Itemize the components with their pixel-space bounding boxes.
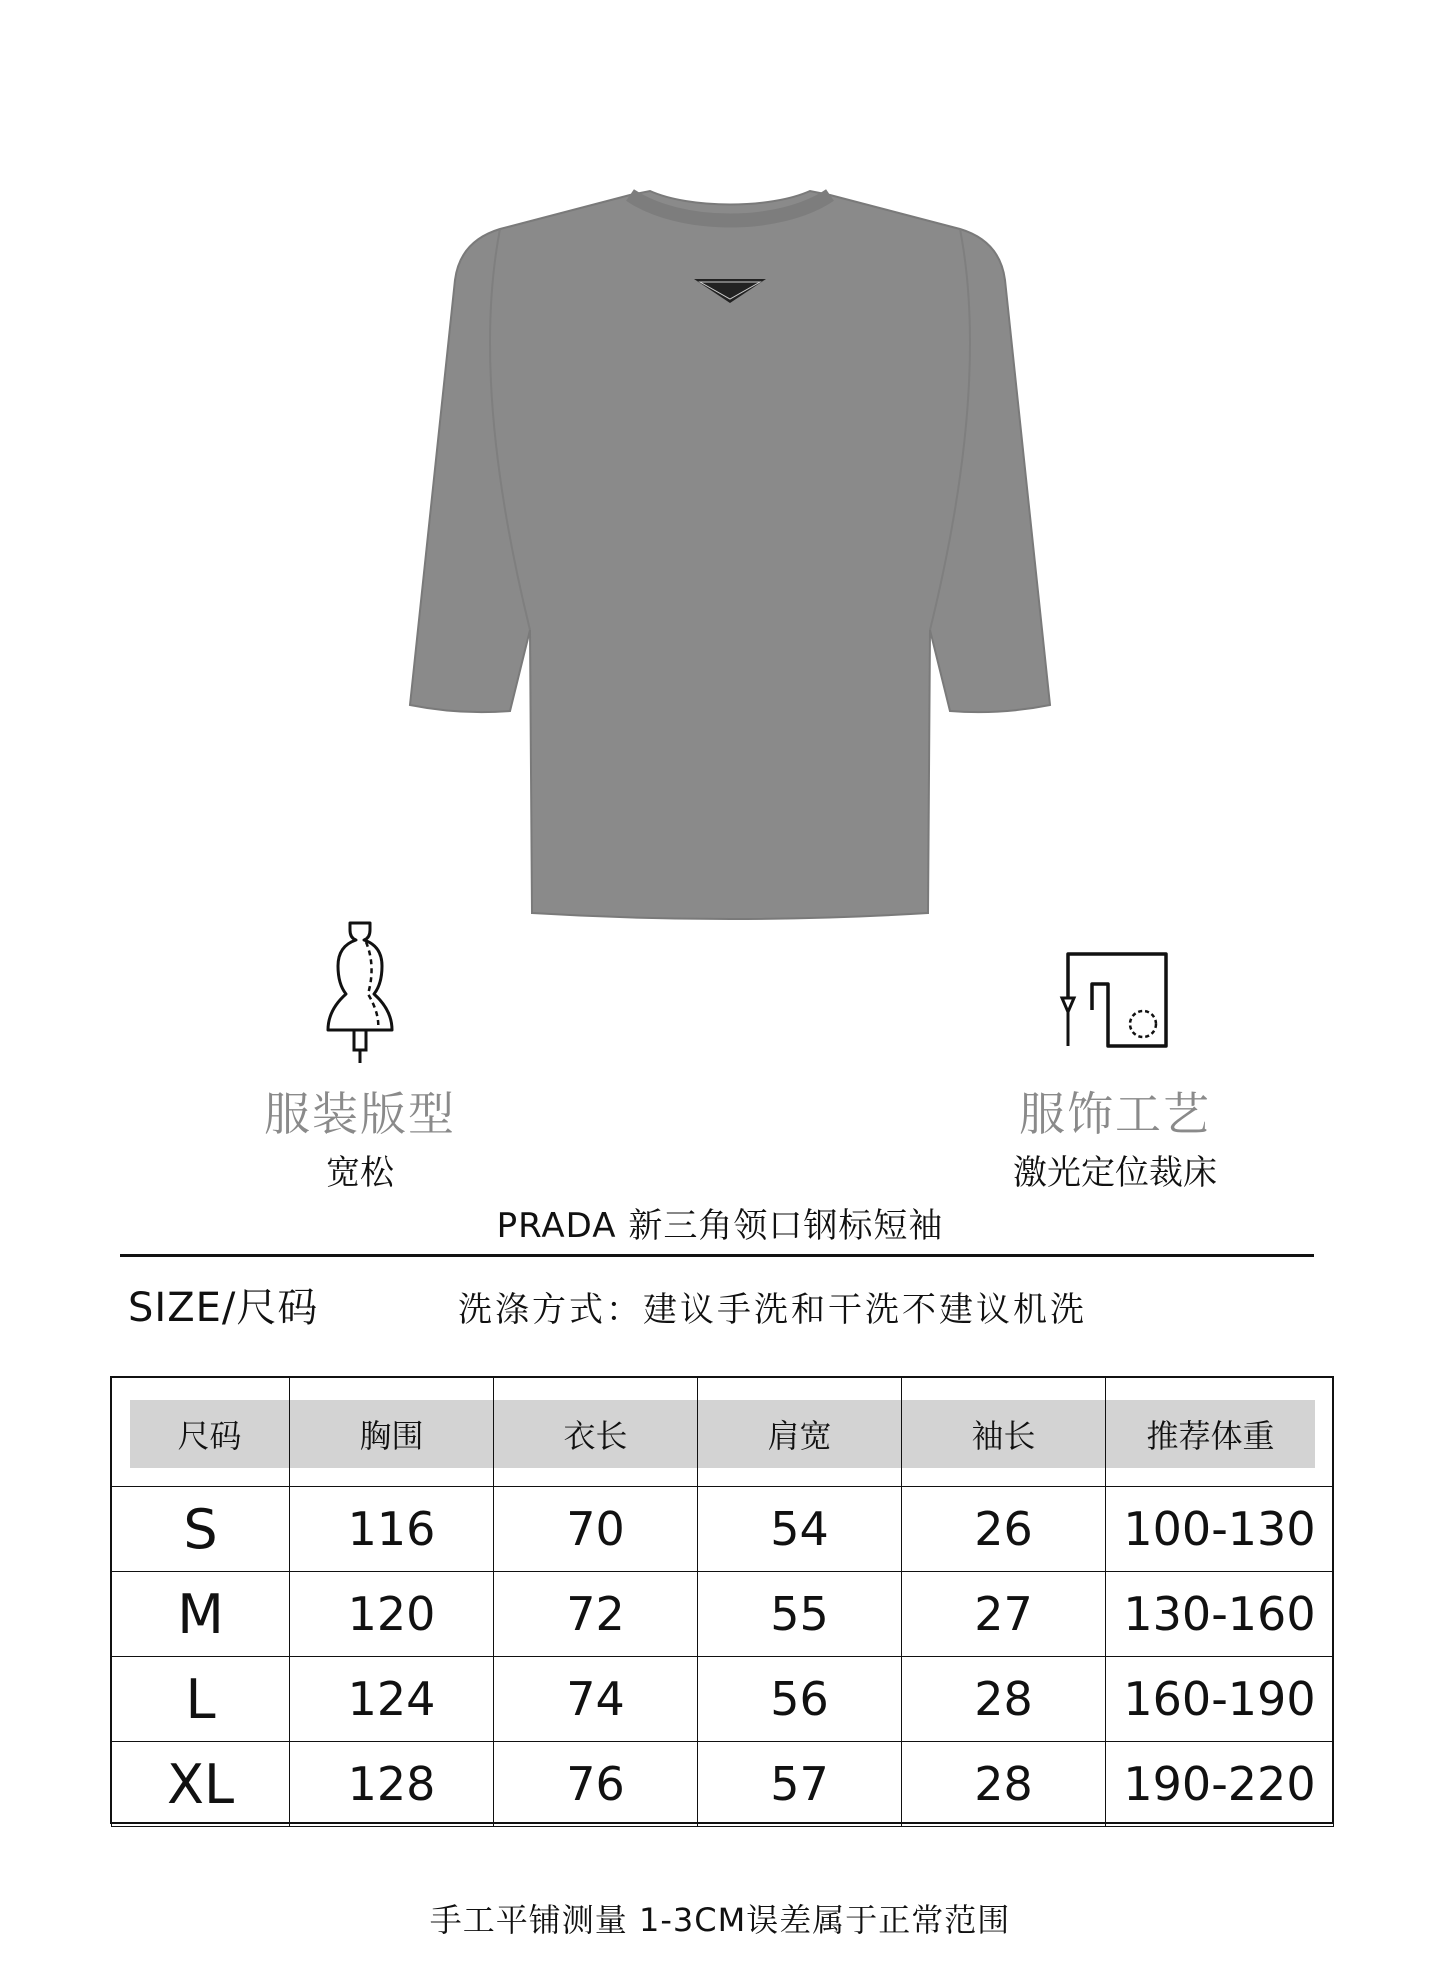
table-cell: 124 <box>290 1657 494 1742</box>
table-header-cell <box>902 1378 1106 1487</box>
table-header-cell <box>1106 1378 1334 1487</box>
table-cell: 72 <box>494 1572 698 1657</box>
header-label: 胸围 <box>290 1400 493 1468</box>
size-cell: XL <box>112 1742 290 1827</box>
size-cell: S <box>112 1487 290 1572</box>
craft-title: 服饰工艺 <box>1019 1087 1211 1141</box>
size-table <box>111 1377 1334 1827</box>
size-table-frame <box>110 1376 1334 1824</box>
table-row <box>112 1572 1334 1657</box>
table-cell: 70 <box>494 1487 698 1572</box>
product-title: PRADA 新三角领口钢标短袖 <box>496 1206 944 1246</box>
header-label: 尺码 <box>130 1400 289 1468</box>
header-label: 肩宽 <box>698 1400 901 1468</box>
table-cell: 74 <box>494 1657 698 1742</box>
product-image-tshirt <box>390 185 1070 925</box>
table-cell: 54 <box>698 1487 902 1572</box>
table-cell: 130-160 <box>1106 1572 1334 1657</box>
table-cell: 28 <box>902 1742 1106 1827</box>
table-cell: 160-190 <box>1106 1657 1334 1742</box>
fit-value: 宽松 <box>326 1153 394 1193</box>
craft-value: 激光定位裁床 <box>1013 1153 1217 1193</box>
table-cell: 26 <box>902 1487 1106 1572</box>
header-label: 袖长 <box>902 1400 1105 1468</box>
table-header-cell <box>494 1378 698 1487</box>
table-row <box>112 1742 1334 1827</box>
dress-form-icon <box>320 918 400 1068</box>
table-header-cell <box>290 1378 494 1487</box>
header-label: 推荐体重 <box>1106 1400 1315 1468</box>
table-cell: 57 <box>698 1742 902 1827</box>
table-cell: 27 <box>902 1572 1106 1657</box>
table-header-cell <box>698 1378 902 1487</box>
title-divider <box>120 1254 1314 1257</box>
table-cell: 28 <box>902 1657 1106 1742</box>
table-header-row <box>112 1378 1334 1487</box>
table-cell: 56 <box>698 1657 902 1742</box>
size-cell: M <box>112 1572 290 1657</box>
size-label: SIZE/尺码 <box>128 1285 319 1331</box>
size-cell: L <box>112 1657 290 1742</box>
table-cell: 116 <box>290 1487 494 1572</box>
table-cell: 190-220 <box>1106 1742 1334 1827</box>
measurement-footnote: 手工平铺测量 1-3CM误差属于正常范围 <box>429 1901 1011 1939</box>
wash-instructions: 洗涤方式：建议手洗和干洗不建议机洗 <box>458 1290 1087 1330</box>
table-cell: 100-130 <box>1106 1487 1334 1572</box>
header-label: 衣长 <box>494 1400 697 1468</box>
table-header-cell <box>112 1378 290 1487</box>
table-row <box>112 1657 1334 1742</box>
table-cell: 120 <box>290 1572 494 1657</box>
table-cell: 55 <box>698 1572 902 1657</box>
sewing-machine-icon <box>1048 950 1178 1050</box>
table-row <box>112 1487 1334 1572</box>
fit-title: 服装版型 <box>264 1087 456 1141</box>
table-cell: 128 <box>290 1742 494 1827</box>
table-cell: 76 <box>494 1742 698 1827</box>
